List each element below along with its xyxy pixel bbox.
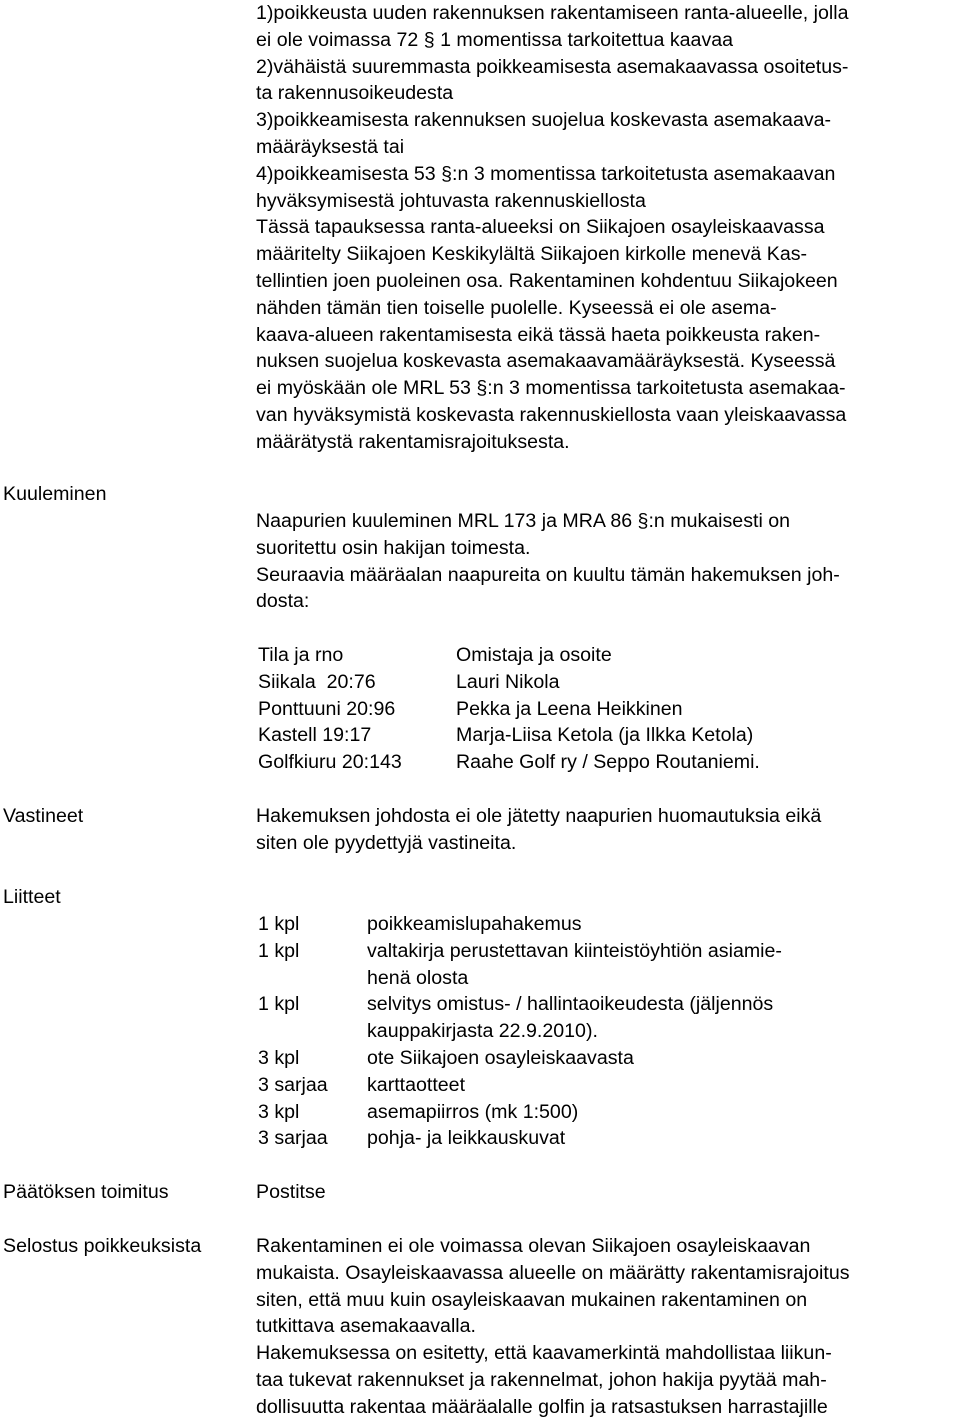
- table-cell: Ponttuuni 20:96: [258, 697, 396, 720]
- attachment-desc: ote Siikajoen osayleiskaavasta: [367, 1046, 634, 1069]
- text-line: tellintien joen puoleinen osa. Rakentaminen kohdentuu Siikajokeen: [256, 269, 838, 292]
- section-label-toimitus: Päätöksen toimitus: [3, 1181, 169, 1203]
- section-label-kuuleminen: Kuuleminen: [3, 483, 107, 505]
- text-line: ta rakennusoikeudesta: [256, 82, 454, 105]
- attachment-desc-cont: henä olosta: [367, 966, 469, 989]
- text-line: 4)poikkeamisesta 53 §:n 3 momentissa tarkoitetusta asemakaavan: [256, 162, 836, 185]
- table-row: [258, 749, 960, 776]
- table-cell: Golfkiuru 20:143: [258, 751, 402, 774]
- table-cell: Kastell 19:17: [258, 724, 372, 747]
- table-cell: Marja-Liisa Ketola (ja Ilkka Ketola): [456, 724, 754, 747]
- text-line: nuksen suojelua koskevasta asemakaavamääräyksestä. Kyseessä: [256, 350, 836, 373]
- list-item: [258, 991, 960, 1018]
- table-cell: Raahe Golf ry / Seppo Routaniemi.: [456, 751, 760, 774]
- kuuleminen-text: [256, 508, 960, 615]
- list-item: [258, 938, 960, 965]
- table-row: [258, 722, 960, 749]
- text-line: ei ole voimassa 72 § 1 momentissa tarkoitettua kaavaa: [256, 28, 734, 51]
- neighbours-table: [258, 642, 960, 776]
- attachment-qty: 1 kpl: [258, 993, 300, 1016]
- list-item: [258, 1045, 960, 1072]
- text-line: Postitse: [256, 1181, 326, 1203]
- text-line: dollisuutta rakentaa määräalalle golfin ja ratsastuksen harrastajille: [256, 1395, 828, 1418]
- text-line: suoritettu osin hakijan toimesta.: [256, 536, 531, 559]
- list-item: [258, 1099, 960, 1126]
- text-line: siten ole pyydettyjä vastineita.: [256, 831, 517, 854]
- text-line: nähden tämän tien toiselle puolelle. Kyseessä ei ole asema-: [256, 296, 777, 319]
- table-cell: Pekka ja Leena Heikkinen: [456, 697, 683, 720]
- selostus-text: [256, 1233, 960, 1421]
- text-line: Seuraavia määräalan naapureita on kuultu tämän hakemuksen joh-: [256, 563, 840, 586]
- text-line: Rakentaminen ei ole voimassa olevan Siikajoen osayleiskaavan: [256, 1235, 811, 1257]
- attachment-desc: pohja- ja leikkauskuvat: [367, 1127, 566, 1150]
- text-line: taa tukevat rakennukset ja rakennelmat, johon hakija pyytää mah-: [256, 1368, 827, 1391]
- text-line: määrätystä rakentamisrajoituksesta.: [256, 430, 570, 453]
- text-line: dosta:: [256, 590, 310, 613]
- intro-paragraph: [256, 0, 960, 456]
- text-line: määritelty Siikajoen Keskikylältä Siikajoen kirkolle menevä Kas-: [256, 243, 808, 266]
- text-line: siten, että muu kuin osayleiskaavan mukainen rakentaminen on: [256, 1288, 808, 1311]
- attachment-desc: asemapiirros (mk 1:500): [367, 1100, 579, 1123]
- table-row: [258, 669, 960, 696]
- text-line: van hyväksymistä koskevasta rakennuskiellosta vaan yleiskaavassa: [256, 403, 847, 426]
- vastineet-text: [256, 803, 960, 857]
- text-line: ei myöskään ole MRL 53 §:n 3 momentissa tarkoitetusta asemakaa-: [256, 377, 846, 400]
- attachment-qty: 1 kpl: [258, 939, 300, 962]
- list-item: [258, 911, 960, 938]
- text-line: 2)vähäistä suuremmasta poikkeamisesta asemakaavassa osoitetus-: [256, 55, 849, 78]
- attachment-desc-cont: kauppakirjasta 22.9.2010).: [367, 1020, 598, 1043]
- attachment-qty: 3 sarjaa: [258, 1073, 328, 1096]
- text-line: hyväksymisestä johtuvasta rakennuskiellosta: [256, 189, 646, 212]
- table-cell: Siikala 20:76: [258, 670, 376, 693]
- text-line: Tässä tapauksessa ranta-alueeksi on Siikajoen osayleiskaavassa: [256, 216, 825, 239]
- list-item: [258, 1125, 960, 1152]
- attachment-qty: 1 kpl: [258, 913, 300, 935]
- table-cell: Lauri Nikola: [456, 670, 560, 693]
- text-line: 1)poikkeusta uuden rakennuksen rakentamiseen ranta-alueelle, jolla: [256, 2, 849, 24]
- attachment-desc: poikkeamislupahakemus: [367, 913, 582, 935]
- text-line: mukaista. Osayleiskaavassa alueelle on määrätty rakentamisrajoitus: [256, 1261, 850, 1284]
- attachment-desc: selvitys omistus- / hallintaoikeudesta (jäljennös: [367, 993, 774, 1016]
- table-header: Tila ja rno: [258, 644, 344, 666]
- text-line: Naapurien kuuleminen MRL 173 ja MRA 86 §:n mukaisesti on: [256, 510, 791, 532]
- table-header: Omistaja ja osoite: [456, 644, 612, 666]
- text-line: Hakemuksessa on esitetty, että kaavamerkintä mahdollistaa liikun-: [256, 1342, 832, 1365]
- attachment-qty: 3 kpl: [258, 1100, 300, 1123]
- attachment-qty: 3 sarjaa: [258, 1127, 328, 1150]
- list-item: [258, 1072, 960, 1099]
- text-line: kaava-alueen rakentamisesta eikä tässä haeta poikkeusta raken-: [256, 323, 821, 346]
- attachment-qty: 3 kpl: [258, 1046, 300, 1069]
- text-line: 3)poikkeamisesta rakennuksen suojelua koskevasta asemakaava-: [256, 109, 832, 132]
- text-line: määräyksestä tai: [256, 135, 405, 158]
- attachments-list: [258, 911, 960, 1152]
- section-label-selostus: Selostus poikkeuksista: [3, 1235, 202, 1257]
- attachment-desc: valtakirja perustettavan kiinteistöyhtiön asiamie-: [367, 939, 782, 962]
- table-header-row: [258, 642, 960, 669]
- text-line: Hakemuksen johdosta ei ole jätetty naapurien huomautuksia eikä: [256, 805, 822, 827]
- section-label-vastineet: Vastineet: [3, 805, 84, 827]
- attachment-desc: karttaotteet: [367, 1073, 466, 1096]
- toimitus-text: [256, 1179, 960, 1206]
- section-label-liitteet: Liitteet: [3, 886, 61, 908]
- text-line: tutkittava asemakaavalla.: [256, 1315, 476, 1338]
- table-row: [258, 696, 960, 723]
